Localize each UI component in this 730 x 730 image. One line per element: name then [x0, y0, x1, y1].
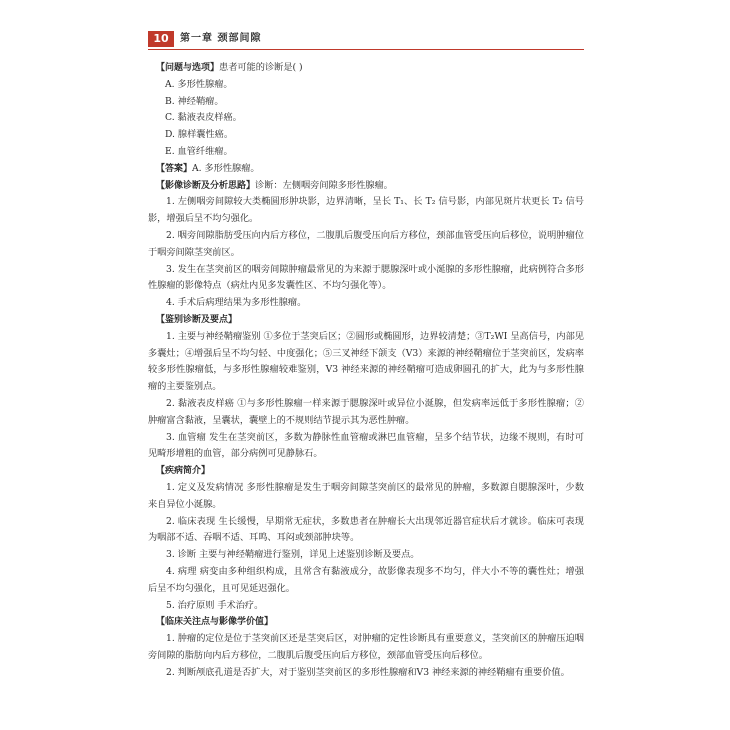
differential-item: 1. 主要与神经鞘瘤鉴别 ①多位于茎突后区；②圆形或椭圆形，边界较清楚；③T₂WI 呈高信号，内部见多囊灶；④增强后呈不均匀轻、中度强化；⑤三叉神经下颌支（V3）来源的神经鞘瘤位于茎突前区，发病率较多形性腺瘤低，与多形性腺瘤较难鉴别，V3 神经来源的神经鞘瘤可造成卵圆孔的扩大，此为与多形性腺瘤的主要鉴别点。 [148, 330, 584, 393]
disease-item: 2. 临床表现 生长缓慢，早期常无症状，多数患者在肿瘤长大出现邻近器官症状后才就诊。临床可表现为咽部不适、吞咽不适、耳鸣、耳闷或颈部肿块等。 [148, 515, 584, 544]
chapter-title: 第一章 颈部间隙 [180, 33, 262, 44]
option-c: C. 黏液表皮样癌。 [165, 112, 242, 124]
answer-heading: 【答案】 [156, 163, 193, 174]
option-e: E. 血管纤维瘤。 [165, 145, 233, 157]
question-heading: 【问题与选项】 [156, 63, 220, 73]
disease-item: 3. 诊断 主要与神经鞘瘤进行鉴别，详见上述鉴别诊断及要点。 [166, 549, 420, 561]
differential-heading: 【鉴别诊断及要点】 [156, 314, 238, 325]
imaging-item: 2. 咽旁间隙脂肪受压向内后方移位，二腹肌后腹受压向后方移位，颈部血管受压向后移位，说明肿瘤位于咽旁间隙茎突前区。 [148, 229, 584, 258]
page-number: 10 [148, 31, 174, 47]
page-header [148, 28, 584, 50]
imaging-item: 1. 左侧咽旁间隙较大类椭圆形肿块影，边界清晰，呈长 T₁、长 T₂ 信号影，内部见斑片状更长 T₂ 信号影，增强后呈不均匀强化。 [148, 196, 584, 225]
disease-item: 5. 治疗原则 手术治疗。 [166, 599, 264, 611]
disease-item: 4. 病理 病变由多种组织构成，且常含有黏液成分，故影像表现多不均匀，伴大小不等的囊性灶；增强后呈不均匀强化，且可见延迟强化。 [148, 565, 584, 594]
clinical-item: 1. 肿瘤的定位是位于茎突前区还是茎突后区，对肿瘤的定性诊断具有重要意义，茎突前区的肿瘤压迫咽旁间隙的脂肪向内后方移位，二腹肌后腹受压向后方移位，颈部血管受压向后移位。 [148, 633, 584, 661]
page-content [148, 60, 584, 681]
imaging-section [148, 178, 584, 195]
imaging-item: 3. 发生在茎突前区的咽旁间隙肿瘤最常见的为来源于腮腺深叶或小涎腺的多形性腺瘤，此病例符合多形性腺瘤的影像特点（病灶内见多发囊性区、不均匀强化等）。 [148, 263, 584, 292]
disease-heading: 【疾病简介】 [156, 466, 211, 477]
option-d: D. 腺样囊性癌。 [165, 129, 234, 141]
option-b: B. 神经鞘瘤。 [165, 95, 224, 107]
header-rule [148, 49, 584, 50]
differential-item: 2. 黏液表皮样癌 ①与多形性腺瘤一样来源于腮腺深叶或异位小涎腺，但发病率远低于多形性腺瘤；②肿瘤富含黏液，呈囊状，囊壁上的不规则结节提示其为恶性肿瘤。 [148, 397, 584, 426]
imaging-heading: 【影像诊断及分析思路】 [156, 180, 256, 191]
question-text: 患者可能的诊断是( ) [219, 62, 303, 73]
differential-item: 3. 血管瘤 发生在茎突前区，多数为静脉性血管瘤或淋巴血管瘤，呈多个结节状，边缘不规则，有时可见畸形增粗的血管，部分病例可见静脉石。 [148, 431, 584, 460]
clinical-heading: 【临床关注点与影像学价值】 [156, 617, 274, 628]
clinical-section [148, 614, 584, 631]
option-a: A. 多形性腺瘤。 [165, 78, 233, 90]
imaging-diagnosis: 诊断：左侧咽旁间隙多形性腺瘤。 [255, 179, 393, 191]
answer-section [148, 161, 584, 178]
imaging-item: 4. 手术后病理结果为多形性腺瘤。 [166, 297, 307, 309]
differential-section [148, 312, 584, 329]
clinical-item: 2. 判断颅底孔道是否扩大，对于鉴别茎突前区的多形性腺瘤和V3 神经来源的神经鞘瘤有重要价值。 [166, 666, 570, 678]
disease-item: 1. 定义及发病情况 多形性腺瘤是发生于咽旁间隙茎突前区的最常见的肿瘤，多数源自腮腺深叶，少数来自异位小涎腺。 [148, 481, 584, 510]
answer-text: A. 多形性腺瘤。 [192, 162, 260, 174]
disease-section [148, 463, 584, 480]
question-section [148, 60, 584, 77]
